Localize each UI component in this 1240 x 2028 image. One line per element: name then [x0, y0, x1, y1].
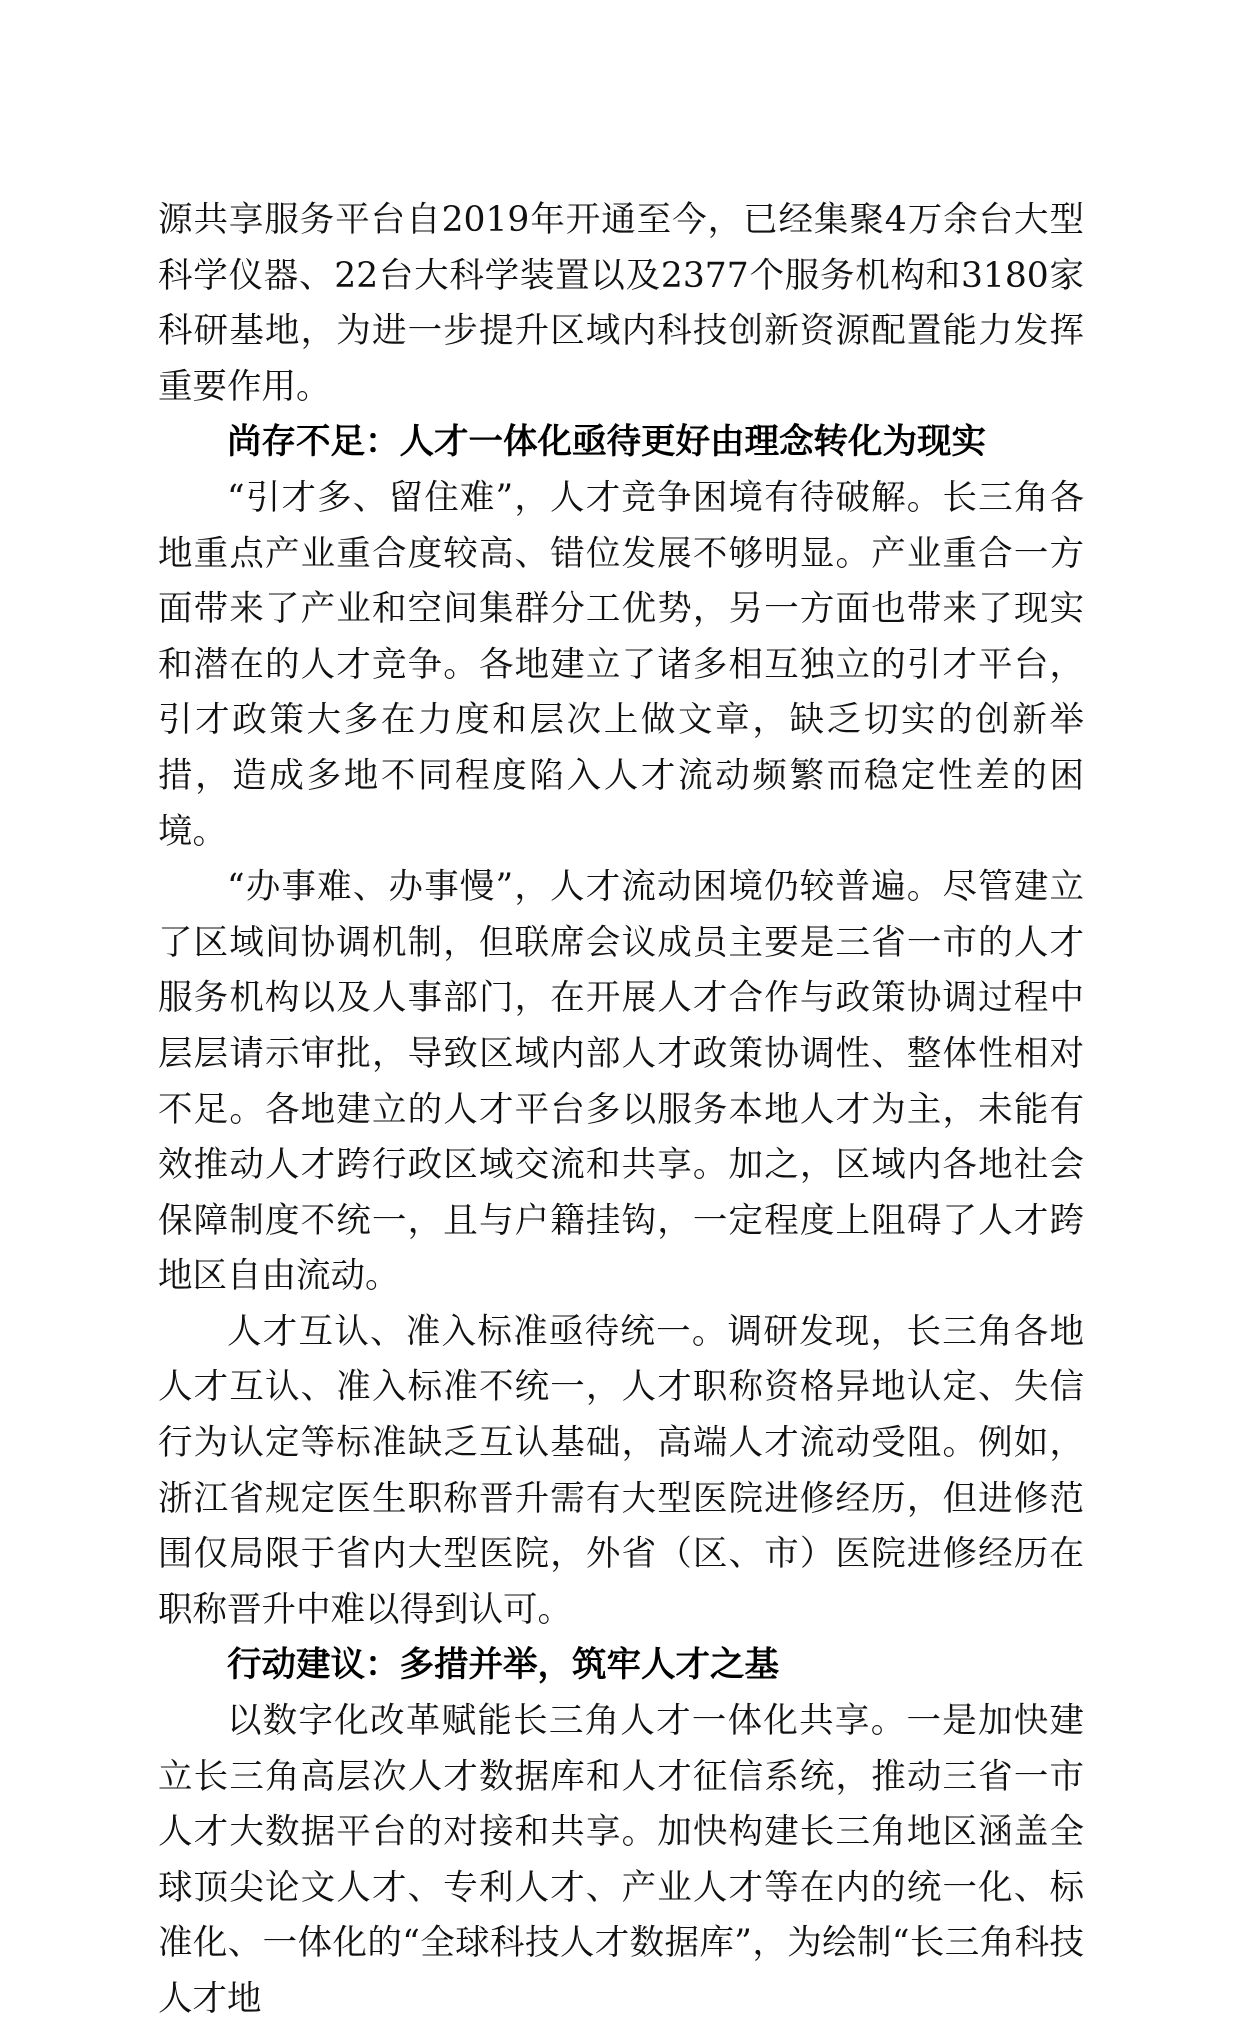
body-paragraph: 源共享服务平台自2019年开通至今，已经集聚4万余台大型科学仪器、22台大科学装置以及2377个服务机构和3180家科研基地，为进一步提升区域内科技创新资源配置能力发挥重要作用。 — [158, 200, 1084, 407]
section-heading: 行动建议：多措并举，筑牢人才之基 — [227, 1645, 779, 1686]
body-paragraph: “引才多、留住难”，人才竞争困境有待破解。长三角各地重点产业重合度较高、错位发展不够明显。产业重合一方面带来了产业和空间集群分工优势，另一方面也带来了现实和潜在的人才竞争。各地建立了诸多相互独立的引才平台，引才政策大多在力度和层次上做文章，缺乏切实的创新举措，造成多地不同程度陷入人才流动频繁而稳定性差的困境。 — [158, 477, 1084, 852]
body-paragraph: 以数字化改革赋能长三角人才一体化共享。一是加快建立长三角高层次人才数据库和人才征信系统，推动三省一市人才大数据平台的对接和共享。加快构建长三角地区涵盖全球顶尖论文人才、专利人才、产业人才等在内的统一化、标准化、一体化的“全球科技人才数据库”，为绘制“长三角科技人才地 — [158, 1701, 1084, 2019]
document-page — [158, 193, 1084, 2028]
body-paragraph: 人才互认、准入标准亟待统一。调研发现，长三角各地人才互认、准入标准不统一，人才职称资格异地认定、失信行为认定等标准缺乏互认基础，高端人才流动受阻。例如，浙江省规定医生职称晋升需有大型医院进修经历，但进修范围仅局限于省内大型医院，外省（区、市）医院进修经历在职称晋升中难以得到认可。 — [158, 1311, 1084, 1630]
body-paragraph: “办事难、办事慢”，人才流动困境仍较普遍。尽管建立了区域间协调机制，但联席会议成员主要是三省一市的人才服务机构以及人事部门，在开展人才合作与政策协调过程中层层请示审批，导致区域内部人才政策协调性、整体性相对不足。各地建立的人才平台多以服务本地人才为主，未能有效推动人才跨行政区域交流和共享。加之，区域内各地社会保障制度不统一，且与户籍挂钩，一定程度上阻碍了人才跨地区自由流动。 — [158, 867, 1084, 1297]
section-heading: 尚存不足：人才一体化亟待更好由理念转化为现实 — [227, 422, 986, 463]
